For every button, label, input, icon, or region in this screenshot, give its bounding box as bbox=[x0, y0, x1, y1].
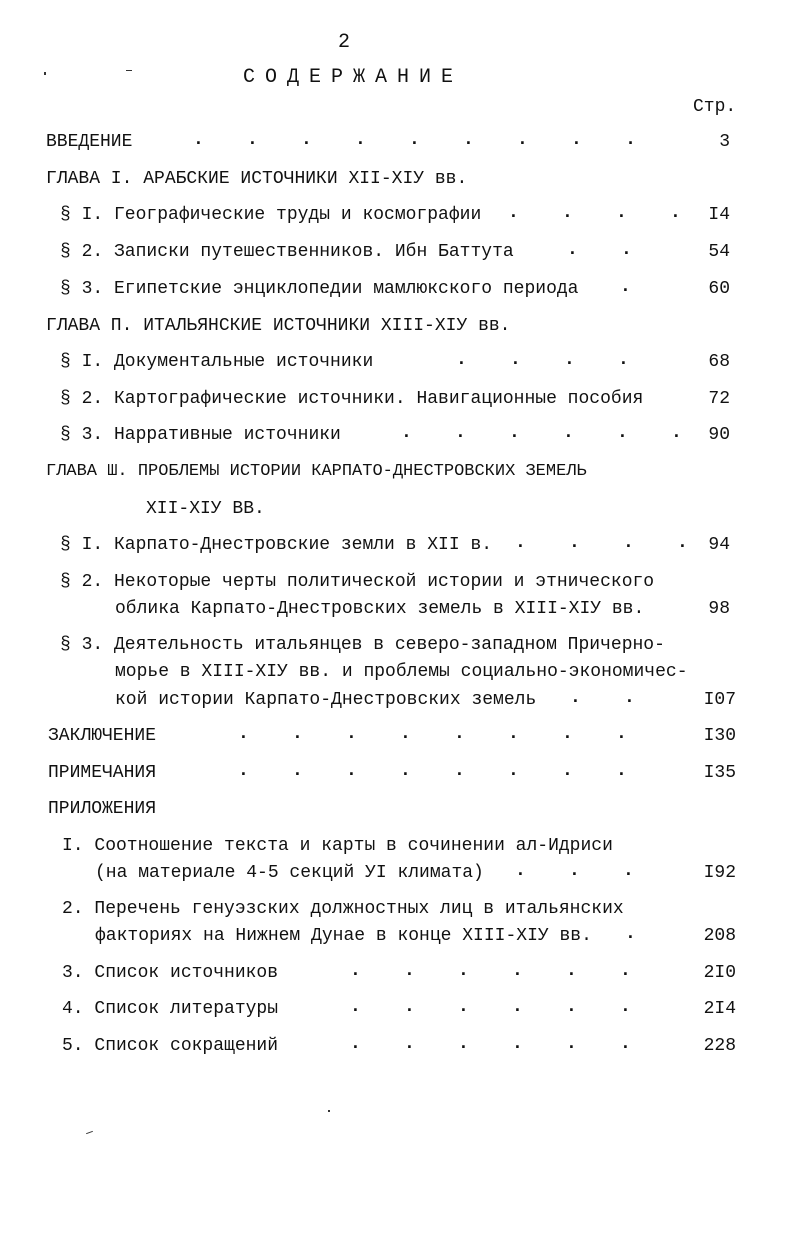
toc-app4-text: 4. Список литературы bbox=[62, 999, 279, 1019]
toc-conclusion-dots: . . . . . . . . bbox=[238, 724, 627, 744]
scan-speck bbox=[126, 70, 132, 71]
toc-app4-page: 2I4 bbox=[703, 999, 736, 1019]
toc-app3-page: 2I0 bbox=[703, 963, 736, 983]
toc-ch2-sec1-dots: . . . . bbox=[456, 350, 629, 370]
toc-chapter-3-line2: XII-XIУ ВВ. bbox=[146, 499, 265, 519]
toc-app2-line2: факториях на Нижнем Дунае в конце XIII-XIУ вв. bbox=[95, 926, 592, 946]
toc-ch2-sec1-page: 68 bbox=[708, 352, 730, 372]
toc-ch1-sec3-dots: . bbox=[620, 277, 631, 297]
toc-ch3-sec3-line2: морье в XIII-XIУ вв. и проблемы социально-экономичес- bbox=[115, 662, 688, 682]
toc-app2-page: 208 bbox=[703, 926, 736, 946]
toc-app1-line2: (на материале 4-5 секций УI климата) bbox=[95, 863, 484, 883]
toc-ch2-sec1-text: § I. Документальные источники bbox=[60, 352, 374, 372]
toc-app3-dots: . . . . . . bbox=[350, 961, 631, 981]
toc-app4-dots: . . . . . . bbox=[350, 997, 631, 1017]
page-title: СОДЕРЖАНИЕ bbox=[243, 66, 464, 89]
toc-app1-dots: . . . bbox=[515, 861, 634, 881]
toc-chapter-2: ГЛАВА П. ИТАЛЬЯНСКИЕ ИСТОЧНИКИ XIII-XIУ вв. bbox=[46, 316, 511, 336]
toc-app2-dots: . bbox=[625, 924, 636, 944]
toc-chapter-3-line1: ГЛАВА Ш. ПРОБЛЕМЫ ИСТОРИИ КАРПАТО-ДНЕСТРОВСКИХ ЗЕМЕЛЬ bbox=[46, 462, 587, 481]
toc-conclusion-text: ЗАКЛЮЧЕНИЕ bbox=[48, 726, 157, 746]
toc-ch1-sec2-page: 54 bbox=[708, 242, 730, 262]
toc-ch1-sec1-dots: . . . . bbox=[508, 203, 681, 223]
toc-notes-text: ПРИМЕЧАНИЯ bbox=[48, 763, 157, 783]
toc-app5-page: 228 bbox=[703, 1036, 736, 1056]
toc-app1-page: I92 bbox=[703, 863, 736, 883]
toc-ch1-sec1-text: § I. Географические труды и космографии bbox=[60, 205, 482, 225]
page-column-header: Стр. bbox=[693, 97, 737, 117]
toc-ch1-sec3-text: § 3. Египетские энциклопедии мамлюкского периода bbox=[60, 279, 579, 299]
toc-ch3-sec3-dots: . . bbox=[570, 688, 635, 708]
toc-notes-dots: . . . . . . . . bbox=[238, 761, 627, 781]
toc-ch3-sec2-line1: § 2. Некоторые черты политической истории и этнического bbox=[60, 572, 655, 592]
toc-app5-text: 5. Список сокращений bbox=[62, 1036, 279, 1056]
toc-ch3-sec2-page: 98 bbox=[708, 599, 730, 619]
toc-ch2-sec2-text: § 2. Картографические источники. Навигационные пособия bbox=[60, 389, 644, 409]
toc-ch1-sec1-page: I4 bbox=[708, 205, 730, 225]
toc-ch2-sec3-text: § 3. Нарративные источники bbox=[60, 425, 341, 445]
toc-ch1-sec2-dots: . . bbox=[567, 240, 632, 260]
toc-app3-text: 3. Список источников bbox=[62, 963, 279, 983]
toc-ch3-sec3-line1: § 3. Деятельность итальянцев в северо-западном Причерно- bbox=[60, 635, 665, 655]
scan-speck bbox=[86, 1131, 93, 1134]
toc-conclusion-page: I30 bbox=[703, 726, 736, 746]
toc-ch3-sec1-dots: . . . . bbox=[515, 533, 688, 553]
toc-app1-line1: I. Соотношение текста и карты в сочинении ал-Идриси bbox=[62, 836, 613, 856]
toc-ch2-sec3-page: 90 bbox=[708, 425, 730, 445]
toc-appendices: ПРИЛОЖЕНИЯ bbox=[48, 799, 157, 819]
page-number: 2 bbox=[338, 31, 351, 54]
toc-app5-dots: . . . . . . bbox=[350, 1034, 631, 1054]
toc-ch1-sec3-page: 60 bbox=[708, 279, 730, 299]
toc-intro-dots: . . . . . . . . . bbox=[193, 130, 636, 150]
scan-speck bbox=[328, 1110, 330, 1112]
toc-intro-page: 3 bbox=[719, 132, 730, 152]
toc-intro-text: ВВЕДЕНИЕ bbox=[46, 132, 133, 152]
toc-notes-page: I35 bbox=[703, 763, 736, 783]
toc-ch3-sec1-text: § I. Карпато-Днестровские земли в XII в. bbox=[60, 535, 493, 555]
scan-speck bbox=[44, 72, 46, 75]
toc-ch3-sec1-page: 94 bbox=[708, 535, 730, 555]
toc-app2-line1: 2. Перечень генуэзских должностных лиц в итальянских bbox=[62, 899, 624, 919]
toc-ch3-sec3-page: I07 bbox=[703, 690, 736, 710]
toc-ch2-sec3-dots: . . . . . . bbox=[401, 423, 682, 443]
toc-ch2-sec2-page: 72 bbox=[708, 389, 730, 409]
toc-ch3-sec2-line2: облика Карпато-Днестровских земель в XIII-XIУ вв. bbox=[115, 599, 645, 619]
toc-ch1-sec2-text: § 2. Записки путешественников. Ибн Баттута bbox=[60, 242, 514, 262]
toc-ch3-sec3-line3: кой истории Карпато-Днестровских земель bbox=[115, 690, 537, 710]
toc-chapter-1: ГЛАВА I. АРАБСКИЕ ИСТОЧНИКИ XII-XIУ вв. bbox=[46, 169, 468, 189]
